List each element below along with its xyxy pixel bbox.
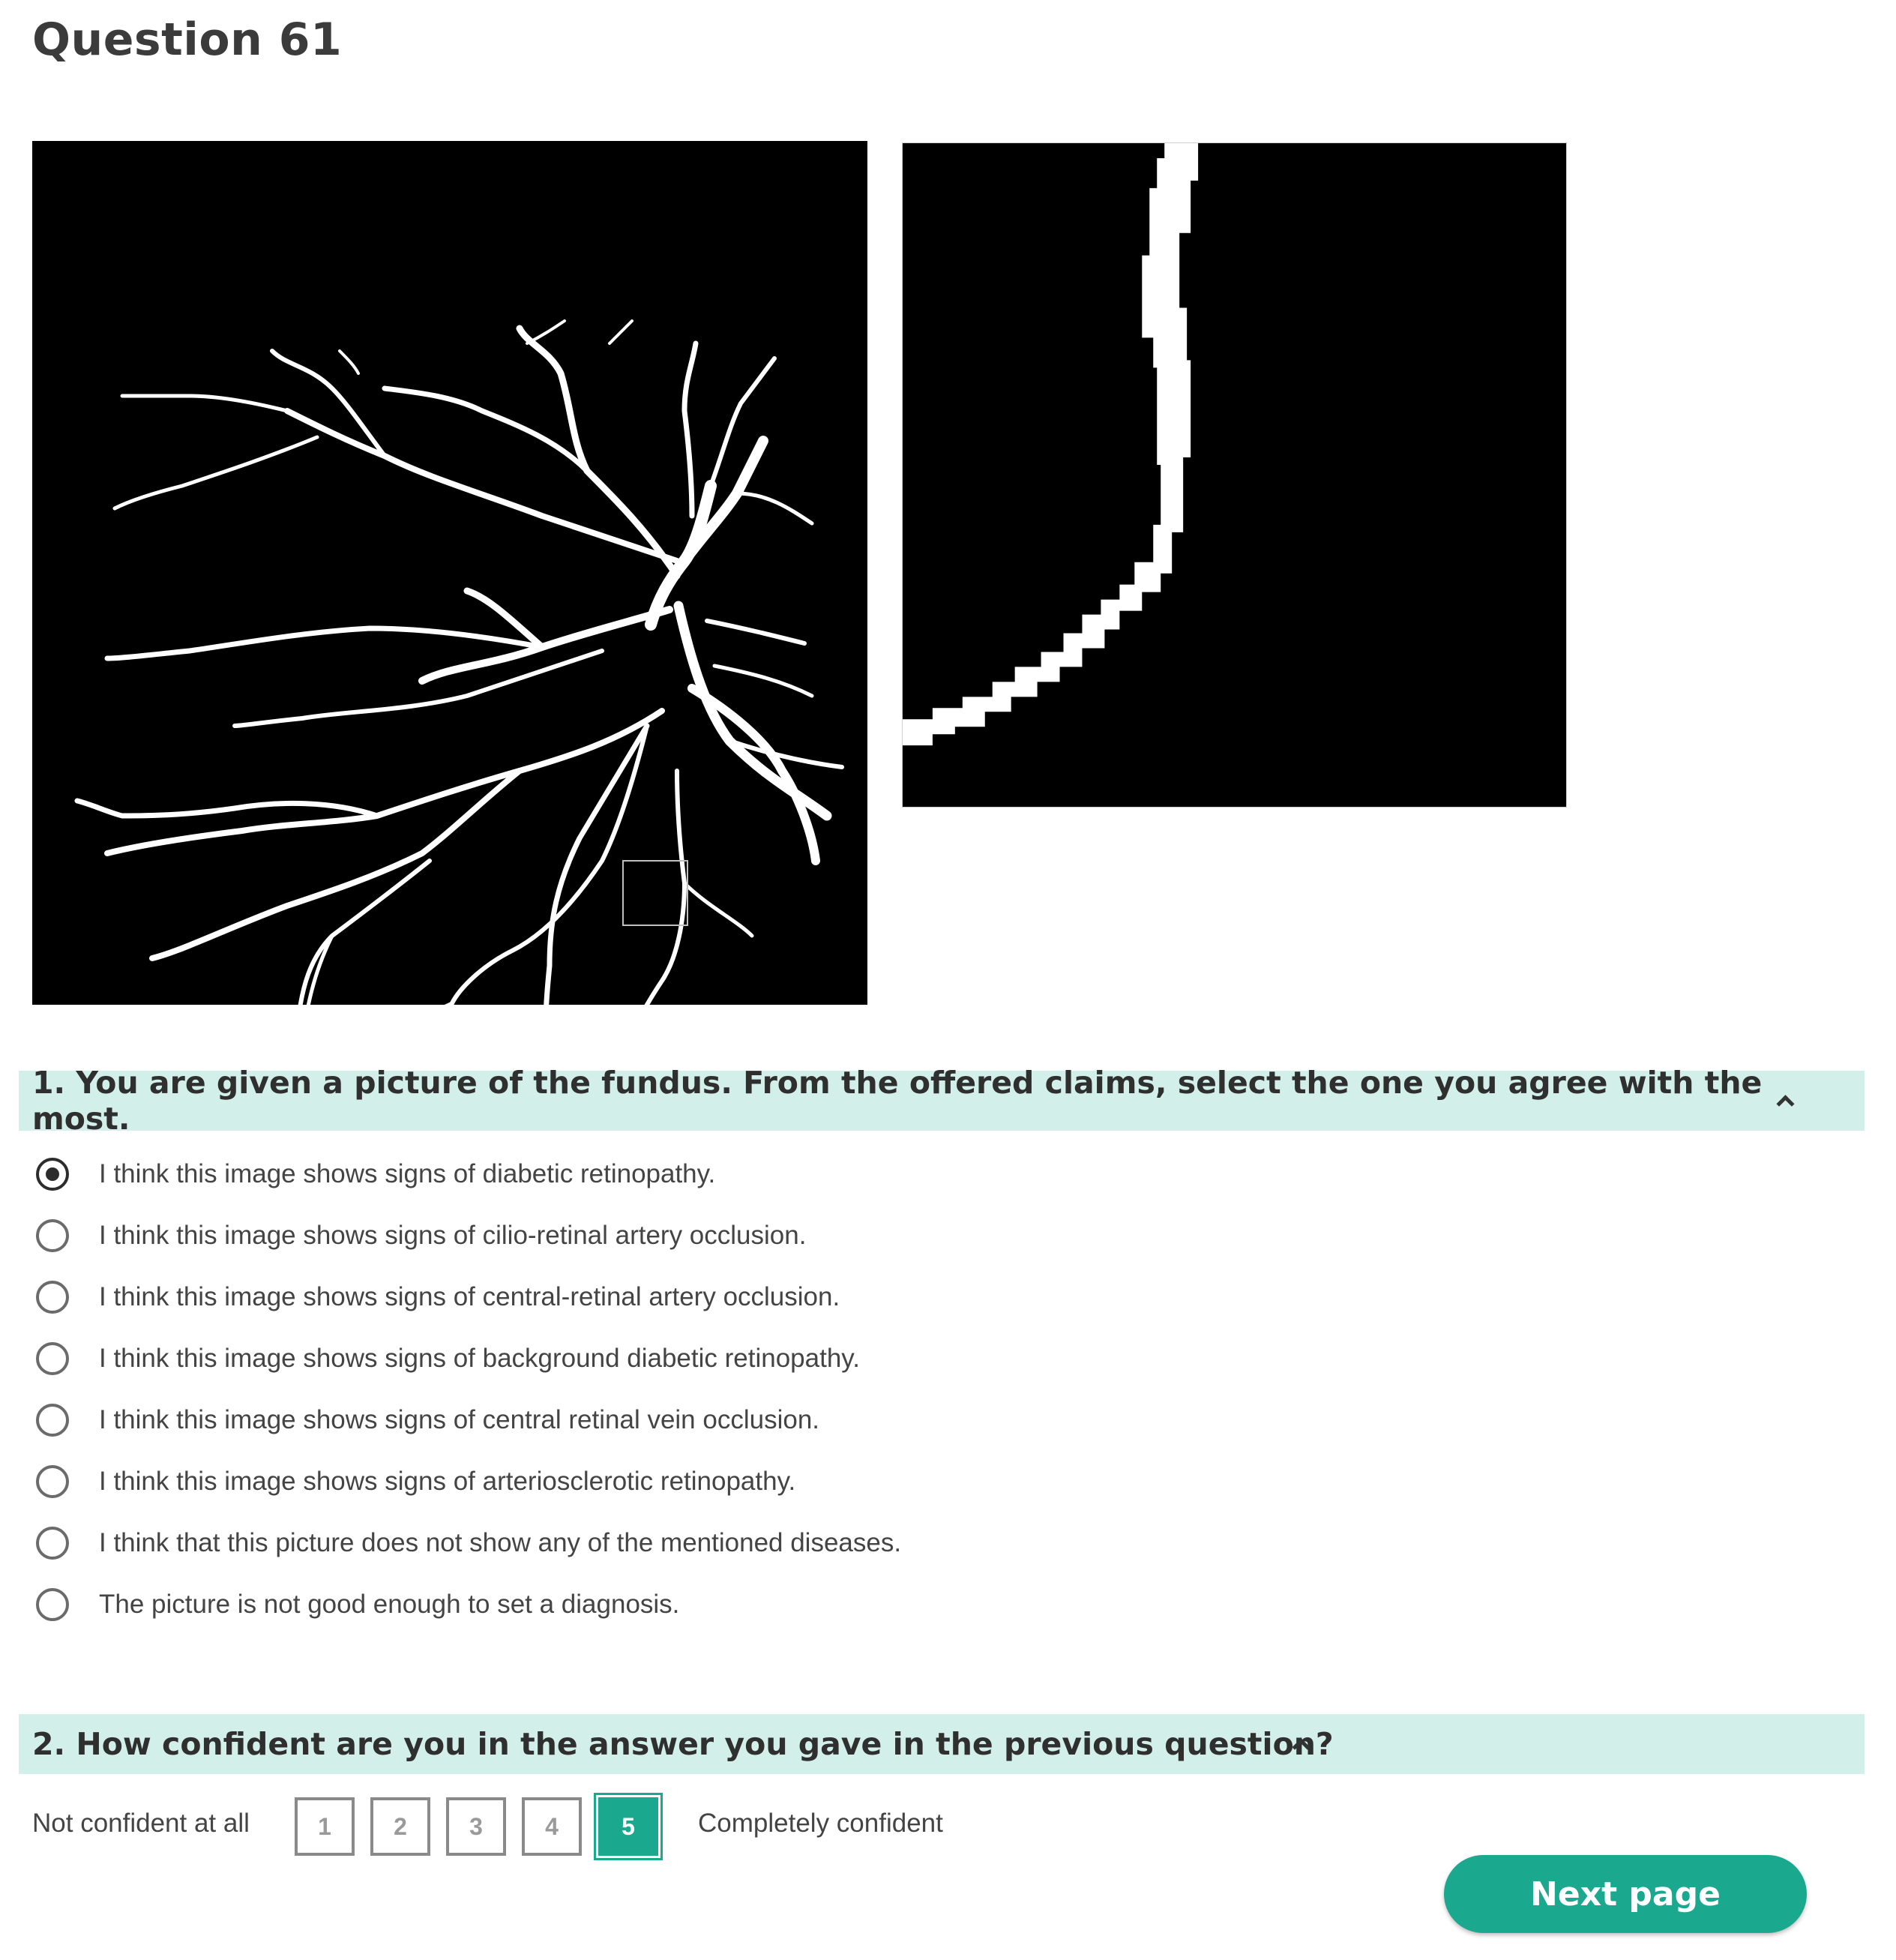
- scale-option-5[interactable]: 5: [598, 1797, 658, 1856]
- option-label: I think this image shows signs of central retinal vein occlusion.: [99, 1405, 820, 1434]
- option-label: I think that this picture does not show any of the mentioned diseases.: [99, 1528, 902, 1557]
- radio-button[interactable]: [36, 1219, 69, 1252]
- option-picture-not-good-enough[interactable]: [36, 1582, 679, 1627]
- option-central-retinal-artery-occlusion[interactable]: [36, 1275, 840, 1320]
- option-arteriosclerotic-retinopathy[interactable]: [36, 1459, 795, 1504]
- option-diabetic-retinopathy[interactable]: [36, 1152, 715, 1197]
- radio-button[interactable]: [36, 1588, 69, 1621]
- option-label: I think this image shows signs of central-retinal artery occlusion.: [99, 1282, 840, 1311]
- option-background-diabetic-retinopathy[interactable]: [36, 1336, 860, 1381]
- radio-button[interactable]: [36, 1158, 69, 1191]
- question-1-header[interactable]: [19, 1065, 1865, 1137]
- radio-button[interactable]: [36, 1527, 69, 1560]
- scale-option-2[interactable]: 2: [370, 1797, 430, 1856]
- next-page-button[interactable]: Next page: [1444, 1855, 1807, 1933]
- scale-low-label: Not confident at all: [32, 1809, 250, 1838]
- confidence-scale: [32, 1790, 1832, 1857]
- radio-button[interactable]: [36, 1404, 69, 1437]
- scale-option-3[interactable]: 3: [446, 1797, 506, 1856]
- option-label: The picture is not good enough to set a diagnosis.: [99, 1590, 680, 1619]
- zoomed-detail-image: [902, 142, 1567, 808]
- scale-high-label: Completely confident: [698, 1809, 943, 1838]
- scale-option-1[interactable]: 1: [295, 1797, 355, 1856]
- question-2-title: 2. How confident are you in the answer you gave in the previous question?: [32, 1726, 1334, 1762]
- radio-button[interactable]: [36, 1465, 69, 1498]
- option-label: I think this image shows signs of cilio-retinal artery occlusion.: [99, 1221, 807, 1250]
- option-central-retinal-vein-occlusion[interactable]: [36, 1398, 819, 1443]
- radio-button[interactable]: [36, 1281, 69, 1314]
- vessel-tree-graphic: [32, 141, 867, 1005]
- option-none-of-mentioned[interactable]: [36, 1521, 901, 1566]
- page-title: Question 61: [32, 13, 343, 66]
- option-label: I think this image shows signs of arteriosclerotic retinopathy.: [99, 1467, 796, 1496]
- question-2-header[interactable]: [19, 1714, 1865, 1774]
- scale-option-4[interactable]: 4: [522, 1797, 582, 1856]
- zoomed-vessel-graphic: [903, 143, 1566, 807]
- option-label: I think this image shows signs of background diabetic retinopathy.: [99, 1344, 860, 1373]
- fundus-image: [32, 141, 867, 1005]
- option-label: I think this image shows signs of diabetic retinopathy.: [99, 1159, 716, 1188]
- radio-button[interactable]: [36, 1342, 69, 1375]
- question-1-title: 1. You are given a picture of the fundus. From the offered claims, select the one you agree with the most.: [32, 1065, 1763, 1137]
- option-cilio-retinal-artery-occlusion[interactable]: [36, 1213, 806, 1258]
